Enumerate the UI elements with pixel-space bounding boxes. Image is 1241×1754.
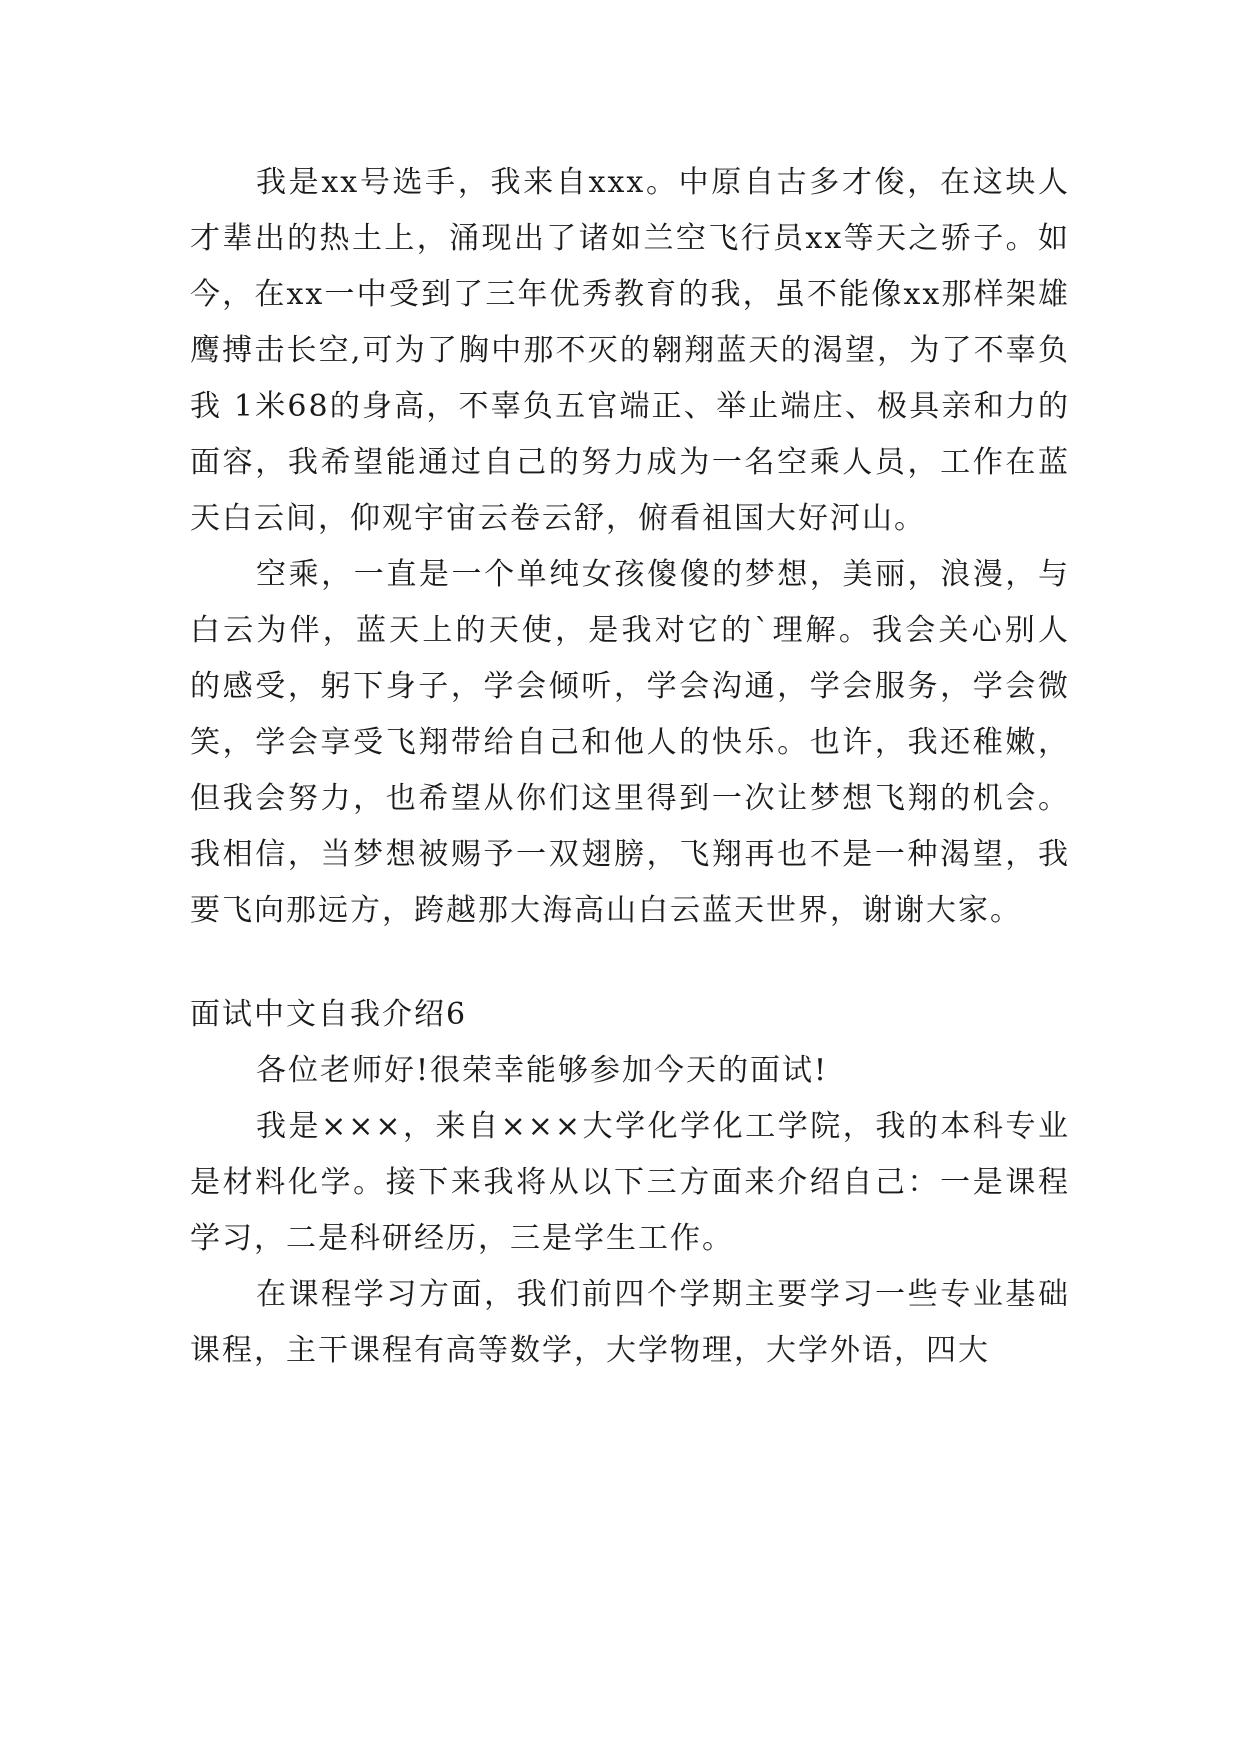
section-heading: 面试中文自我介绍6 — [190, 997, 468, 1032]
document-body — [190, 155, 1070, 1379]
paragraph-greeting: 各位老师好!很荣幸能够参加今天的面试! — [256, 1053, 829, 1088]
paragraph-self-intro: 我是×××，来自×××大学化学化工学院，我的本科专业是材料化学。接下来我将从以下三方面来介绍自己：一是课程学习，二是科研经历，三是学生工作。 — [190, 1109, 1070, 1256]
paragraph-flight-attendant-dream: 空乘，一直是一个单纯女孩傻傻的梦想，美丽，浪漫，与白云为伴，蓝天上的天使，是我对它的`理解。我会关心别人的感受，躬下身子，学会倾听，学会沟通，学会服务，学会微笑，学会享受飞翔带给自己和他人的快乐。也许，我还稚嫩，但我会努力，也希望从你们这里得到一次让梦想飞翔的机会。我相信，当梦想被赐予一双翅膀，飞翔再也不是一种渴望，我要飞向那远方，跨越那大海高山白云蓝天世界，谢谢大家。 — [190, 557, 1070, 928]
paragraph-contestant-intro: 我是xx号选手，我来自xxx。中原自古多才俊，在这块人才辈出的热土上，涌现出了诸如兰空飞行员xx等天之骄子。如今，在xx一中受到了三年优秀教育的我，虽不能像xx那样架雄鹰搏击长空,可为了胸中那不灭的翱翔蓝天的渴望，为了不辜负我 1米68的身高，不辜负五官端正、举止端庄、极具亲和力的面容，我希望能通过自己的努力成为一名空乘人员，工作在蓝天白云间，仰观宇宙云卷云舒，俯看祖国大好河山。 — [190, 165, 1070, 536]
paragraph-coursework: 在课程学习方面，我们前四个学期主要学习一些专业基础课程，主干课程有高等数学，大学物理，大学外语，四大 — [190, 1277, 1070, 1368]
